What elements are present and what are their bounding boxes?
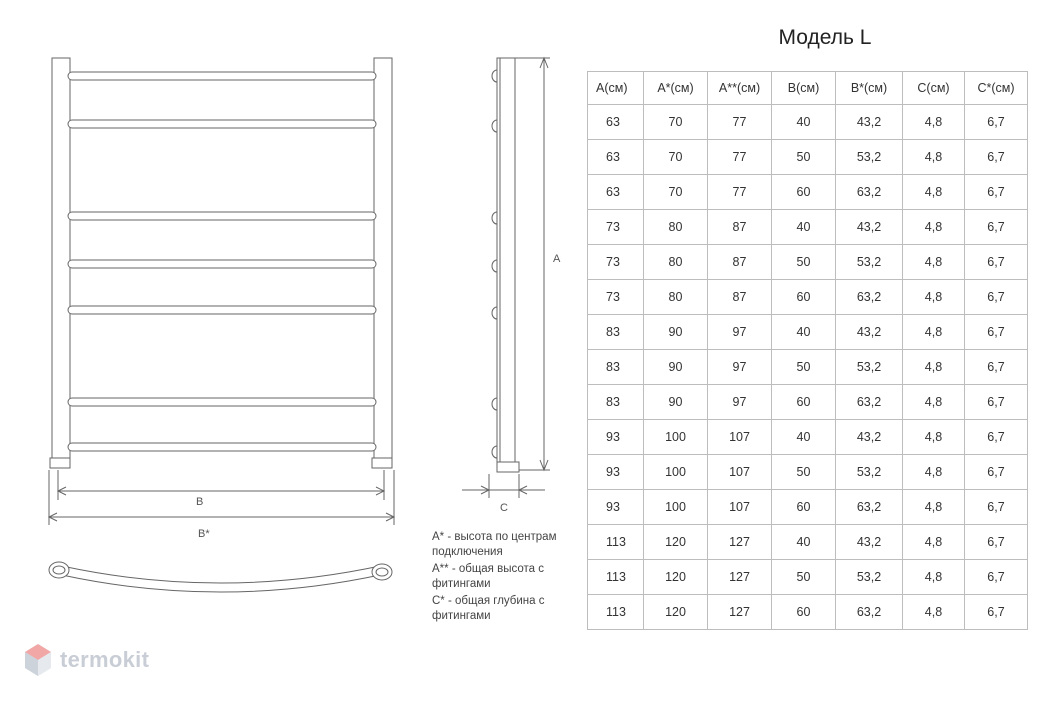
table-cell: 63,2 [836, 595, 903, 630]
table-row [588, 315, 1028, 350]
table-cell: 80 [644, 210, 708, 245]
table-cell: 63,2 [836, 175, 903, 210]
table-cell: 4,8 [903, 105, 965, 140]
table-cell: 6,7 [965, 455, 1028, 490]
table-cell: 100 [644, 455, 708, 490]
table-cell: 6,7 [965, 245, 1028, 280]
col-header: A*(см) [644, 72, 708, 105]
table-cell: 4,8 [903, 140, 965, 175]
table-cell: 4,8 [903, 595, 965, 630]
legend-a-star: A* - высота по центрам подключения [432, 531, 557, 558]
table-cell: 90 [644, 385, 708, 420]
table-cell: 60 [772, 595, 836, 630]
table-cell: 40 [772, 525, 836, 560]
table-cell: 50 [772, 350, 836, 385]
table-cell: 107 [708, 490, 772, 525]
col-header: C(см) [903, 72, 965, 105]
table-cell: 97 [708, 385, 772, 420]
table-cell: 87 [708, 280, 772, 315]
table-cell: 73 [588, 245, 644, 280]
table-cell: 4,8 [903, 490, 965, 525]
hexagon-cube-icon [24, 643, 52, 677]
table-cell: 6,7 [965, 595, 1028, 630]
table-cell: 60 [772, 385, 836, 420]
table-cell: 4,8 [903, 175, 965, 210]
col-header: B(см) [772, 72, 836, 105]
table-row [588, 280, 1028, 315]
table-cell: 40 [772, 210, 836, 245]
table-row [588, 210, 1028, 245]
table-cell: 107 [708, 455, 772, 490]
table-cell: 120 [644, 560, 708, 595]
table-cell: 50 [772, 245, 836, 280]
table-cell: 53,2 [836, 560, 903, 595]
table-cell: 4,8 [903, 455, 965, 490]
table-cell: 4,8 [903, 315, 965, 350]
table-cell: 53,2 [836, 455, 903, 490]
dim-label-b: B [196, 496, 204, 508]
table-cell: 6,7 [965, 420, 1028, 455]
table-cell: 100 [644, 420, 708, 455]
table-cell: 70 [644, 105, 708, 140]
table-cell: 113 [588, 560, 644, 595]
top-view [49, 562, 392, 592]
table-row [588, 175, 1028, 210]
rungs [68, 72, 376, 451]
table-cell: 53,2 [836, 350, 903, 385]
table-cell: 80 [644, 245, 708, 280]
table-cell: 113 [588, 595, 644, 630]
table-row [588, 105, 1028, 140]
table-cell: 4,8 [903, 350, 965, 385]
table-cell: 50 [772, 455, 836, 490]
col-header: A(см) [588, 72, 644, 105]
legend-a-star-star: A** - общая высота с фитингами [432, 563, 544, 590]
table-cell: 6,7 [965, 140, 1028, 175]
table-cell: 97 [708, 315, 772, 350]
table-cell: 6,7 [965, 280, 1028, 315]
table-cell: 43,2 [836, 315, 903, 350]
table-cell: 43,2 [836, 420, 903, 455]
table-row [588, 350, 1028, 385]
table-cell: 43,2 [836, 210, 903, 245]
table-row [588, 420, 1028, 455]
table-cell: 97 [708, 350, 772, 385]
table-cell: 100 [644, 490, 708, 525]
table-row [588, 385, 1028, 420]
table-cell: 83 [588, 350, 644, 385]
table-cell: 77 [708, 140, 772, 175]
table-row [588, 245, 1028, 280]
table-cell: 53,2 [836, 140, 903, 175]
table-row [588, 525, 1028, 560]
table-row [588, 490, 1028, 525]
table-row [588, 140, 1028, 175]
col-header: A**(см) [708, 72, 772, 105]
table-cell: 120 [644, 595, 708, 630]
col-header: B*(см) [836, 72, 903, 105]
table-cell: 63,2 [836, 490, 903, 525]
table-cell: 4,8 [903, 245, 965, 280]
table-cell: 4,8 [903, 280, 965, 315]
table-cell: 60 [772, 175, 836, 210]
table-cell: 127 [708, 525, 772, 560]
table-cell: 83 [588, 315, 644, 350]
table-cell: 87 [708, 245, 772, 280]
table-cell: 93 [588, 455, 644, 490]
table-cell: 63,2 [836, 385, 903, 420]
legend-c-star: C* - общая глубина с фитингами [432, 595, 545, 622]
table-cell: 87 [708, 210, 772, 245]
dim-label-b-star: B* [198, 528, 210, 540]
table-cell: 4,8 [903, 420, 965, 455]
table-cell: 127 [708, 560, 772, 595]
table-cell: 63 [588, 140, 644, 175]
table-cell: 4,8 [903, 210, 965, 245]
col-header: C*(см) [965, 72, 1028, 105]
dimensions-table [587, 71, 1028, 630]
table-cell: 6,7 [965, 560, 1028, 595]
table-cell: 120 [644, 525, 708, 560]
table-cell: 40 [772, 105, 836, 140]
table-cell: 70 [644, 175, 708, 210]
table-cell: 4,8 [903, 525, 965, 560]
table-cell: 60 [772, 490, 836, 525]
termokit-logo [24, 643, 149, 677]
front-view [49, 58, 394, 525]
table-cell: 43,2 [836, 525, 903, 560]
dim-label-a: A [553, 253, 561, 265]
table-cell: 83 [588, 385, 644, 420]
table-cell: 107 [708, 420, 772, 455]
table-cell: 113 [588, 525, 644, 560]
dim-label-c: C [500, 502, 508, 514]
logo-text: termokit [60, 647, 150, 672]
table-cell: 63 [588, 175, 644, 210]
table-row [588, 455, 1028, 490]
table-cell: 90 [644, 315, 708, 350]
table-cell: 40 [772, 420, 836, 455]
table-cell: 6,7 [965, 315, 1028, 350]
table-cell: 6,7 [965, 105, 1028, 140]
table-cell: 6,7 [965, 210, 1028, 245]
table-cell: 43,2 [836, 105, 903, 140]
table-cell: 4,8 [903, 560, 965, 595]
table-header-row [588, 72, 1028, 105]
table-cell: 6,7 [965, 350, 1028, 385]
table-row [588, 560, 1028, 595]
table-cell: 63 [588, 105, 644, 140]
model-title: Модель L [778, 26, 872, 49]
table-cell: 40 [772, 315, 836, 350]
table-cell: 50 [772, 140, 836, 175]
table-row [588, 595, 1028, 630]
table-cell: 80 [644, 280, 708, 315]
table-cell: 90 [644, 350, 708, 385]
table-cell: 77 [708, 105, 772, 140]
table-cell: 73 [588, 280, 644, 315]
table-cell: 6,7 [965, 525, 1028, 560]
table-cell: 70 [644, 140, 708, 175]
table-cell: 93 [588, 490, 644, 525]
table-cell: 73 [588, 210, 644, 245]
table-cell: 53,2 [836, 245, 903, 280]
table-cell: 63,2 [836, 280, 903, 315]
table-cell: 4,8 [903, 385, 965, 420]
table-cell: 93 [588, 420, 644, 455]
table-cell: 50 [772, 560, 836, 595]
legend [432, 530, 592, 626]
table-cell: 6,7 [965, 385, 1028, 420]
table-cell: 77 [708, 175, 772, 210]
table-cell: 6,7 [965, 490, 1028, 525]
table-cell: 127 [708, 595, 772, 630]
side-view [462, 58, 550, 498]
table-cell: 6,7 [965, 175, 1028, 210]
table-cell: 60 [772, 280, 836, 315]
